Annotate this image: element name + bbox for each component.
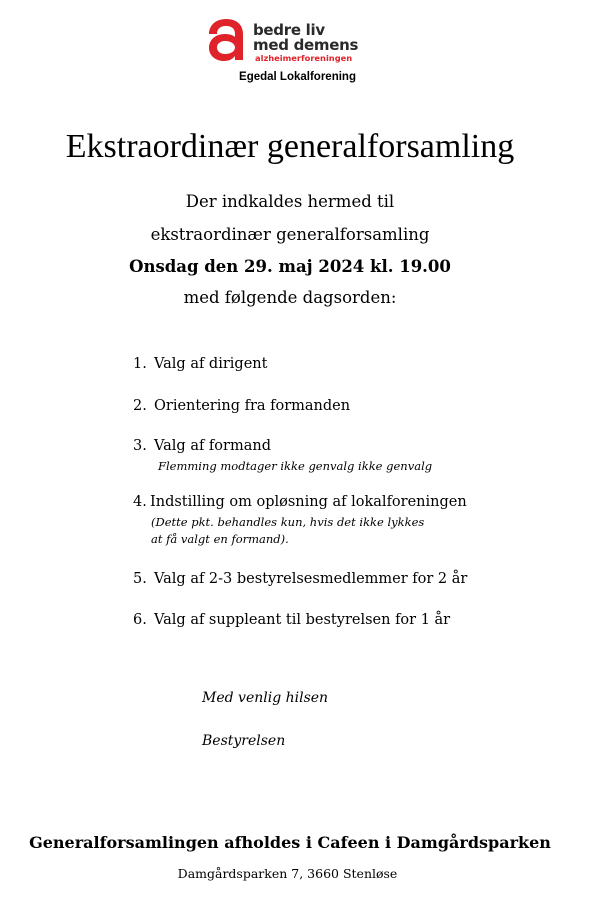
agenda-number: 4. (133, 494, 147, 510)
intro-line-4: med følgende dagsorden: (183, 288, 397, 307)
agenda-text: Valg af formand (154, 438, 271, 454)
agenda-item-6 (133, 612, 450, 628)
agenda-item-4 (133, 494, 467, 510)
agenda-item-4-note-line-1: (Dette pkt. behandles kun, hvis det ikke lykkes (151, 515, 425, 529)
agenda-text: Valg af 2-3 bestyrelsesmedlemmer for 2 år (154, 571, 468, 587)
venue-address: Damgårdsparken 7, 3660 Stenløse (177, 866, 398, 881)
closing-greeting: Med venlig hilsen (202, 690, 329, 706)
agenda-text: Valg af dirigent (154, 356, 268, 372)
agenda-number: 2. (133, 398, 147, 414)
logo-a-icon (207, 17, 245, 61)
organization-name: Egedal Lokalforening (239, 71, 356, 83)
logo-text-line2: med demens (253, 36, 359, 54)
venue-line: Generalforsamlingen afholdes i Cafeen i Damgårdsparken (29, 833, 551, 852)
agenda-number: 6. (133, 612, 147, 628)
meeting-date: Onsdag den 29. maj 2024 kl. 19.00 (129, 257, 451, 276)
logo-text-line1: bedre liv (253, 21, 325, 39)
intro-line-1: Der indkaldes hermed til (185, 192, 395, 211)
agenda-number: 5. (133, 571, 147, 587)
agenda-item-1 (133, 356, 267, 372)
agenda-text: Indstilling om opløsning af lokalforeningen (150, 494, 467, 510)
logo (207, 17, 377, 67)
agenda-item-3 (133, 438, 271, 454)
agenda-item-5 (133, 571, 467, 587)
page-title: Ekstraordinær generalforsamling (65, 128, 515, 165)
agenda-text: Orientering fra formanden (154, 398, 351, 414)
closing-signature: Bestyrelsen (202, 733, 286, 749)
intro-line-2: ekstraordinær generalforsamling (150, 225, 430, 244)
agenda-number: 3. (133, 438, 147, 454)
logo-subtext: alzheimerforeningen (255, 53, 353, 63)
agenda-item-2 (133, 398, 350, 414)
agenda-number: 1. (133, 356, 147, 372)
agenda-item-3-note: Flemming modtager ikke genvalg ikke genvalg (158, 459, 433, 473)
agenda-item-4-note-line-2: at få valgt en formand). (151, 532, 289, 546)
agenda-text: Valg af suppleant til bestyrelsen for 1 år (154, 612, 451, 628)
